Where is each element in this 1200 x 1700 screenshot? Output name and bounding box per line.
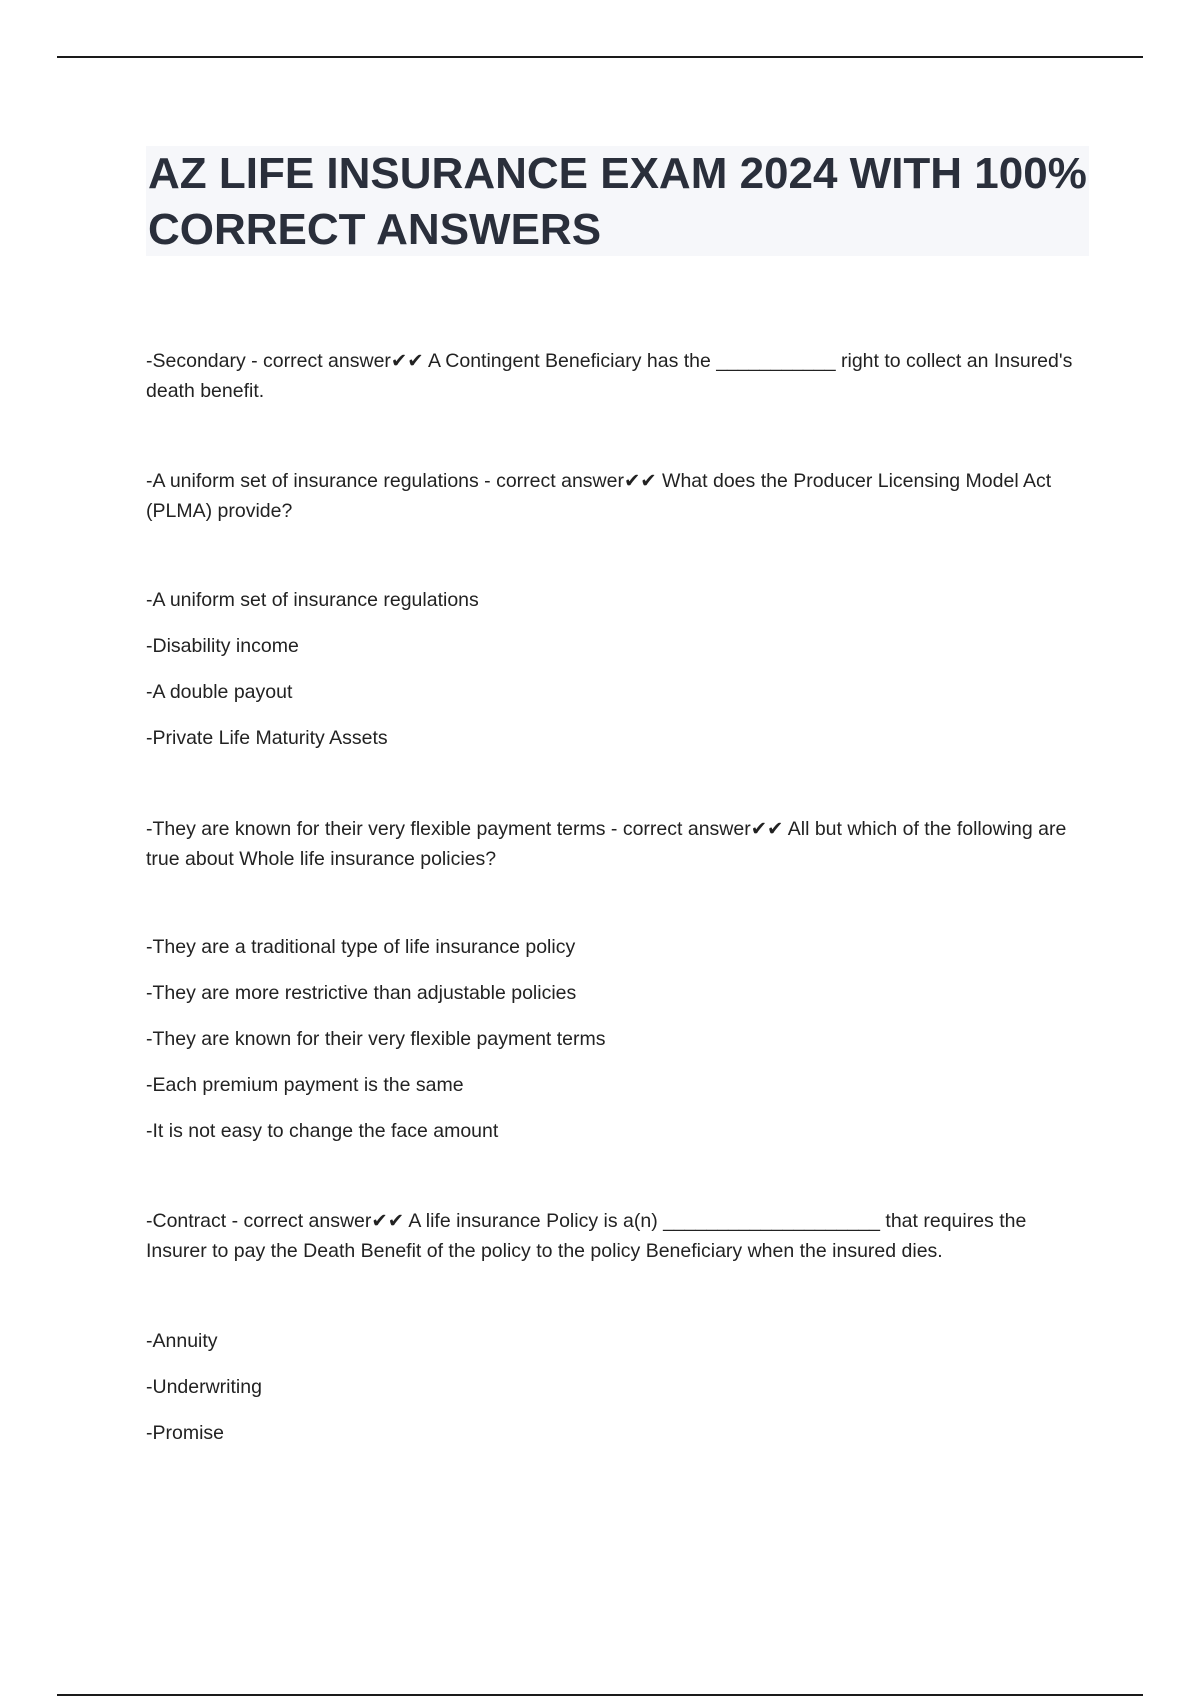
option-item: -A double payout [146, 681, 293, 703]
option-item: -A uniform set of insurance regulations [146, 589, 479, 611]
option-item: -It is not easy to change the face amount [146, 1120, 499, 1142]
option-item: -They are more restrictive than adjustable policies [146, 982, 577, 1004]
question-4: -Contract - correct answer✔✔ A life insurance Policy is a(n) ____________________ that requires the Insurer to pay the Death Benefit of the policy to the policy Beneficiary when the insured dies. [146, 1210, 1027, 1262]
question-1: -Secondary - correct answer✔✔ A Contingent Beneficiary has the ___________ right to collect an Insured's death benefit. [146, 350, 1073, 402]
top-divider [57, 56, 1143, 58]
question-4-options [146, 1326, 262, 1464]
option-item: -Underwriting [146, 1376, 262, 1398]
option-item: -Disability income [146, 635, 299, 657]
question-2: -A uniform set of insurance regulations - correct answer✔✔ What does the Producer Licensing Model Act (PLMA) provide? [146, 470, 1052, 522]
option-item: -Annuity [146, 1330, 218, 1352]
bottom-divider [57, 1694, 1143, 1696]
option-item: -They are known for their very flexible payment terms [146, 1028, 606, 1050]
question-3: -They are known for their very flexible payment terms - correct answer✔✔ All but which of the following are true about Whole life insurance policies? [146, 818, 1067, 870]
option-item: -Promise [146, 1422, 225, 1444]
question-2-options [146, 585, 479, 769]
option-item: -Each premium payment is the same [146, 1074, 464, 1096]
option-item: -They are a traditional type of life insurance policy [146, 936, 576, 958]
option-item: -Private Life Maturity Assets [146, 727, 388, 749]
question-3-options [146, 932, 606, 1162]
title-banner [146, 146, 1089, 256]
document-title: AZ LIFE INSURANCE EXAM 2024 WITH 100% CORRECT ANSWERS [148, 149, 1087, 254]
